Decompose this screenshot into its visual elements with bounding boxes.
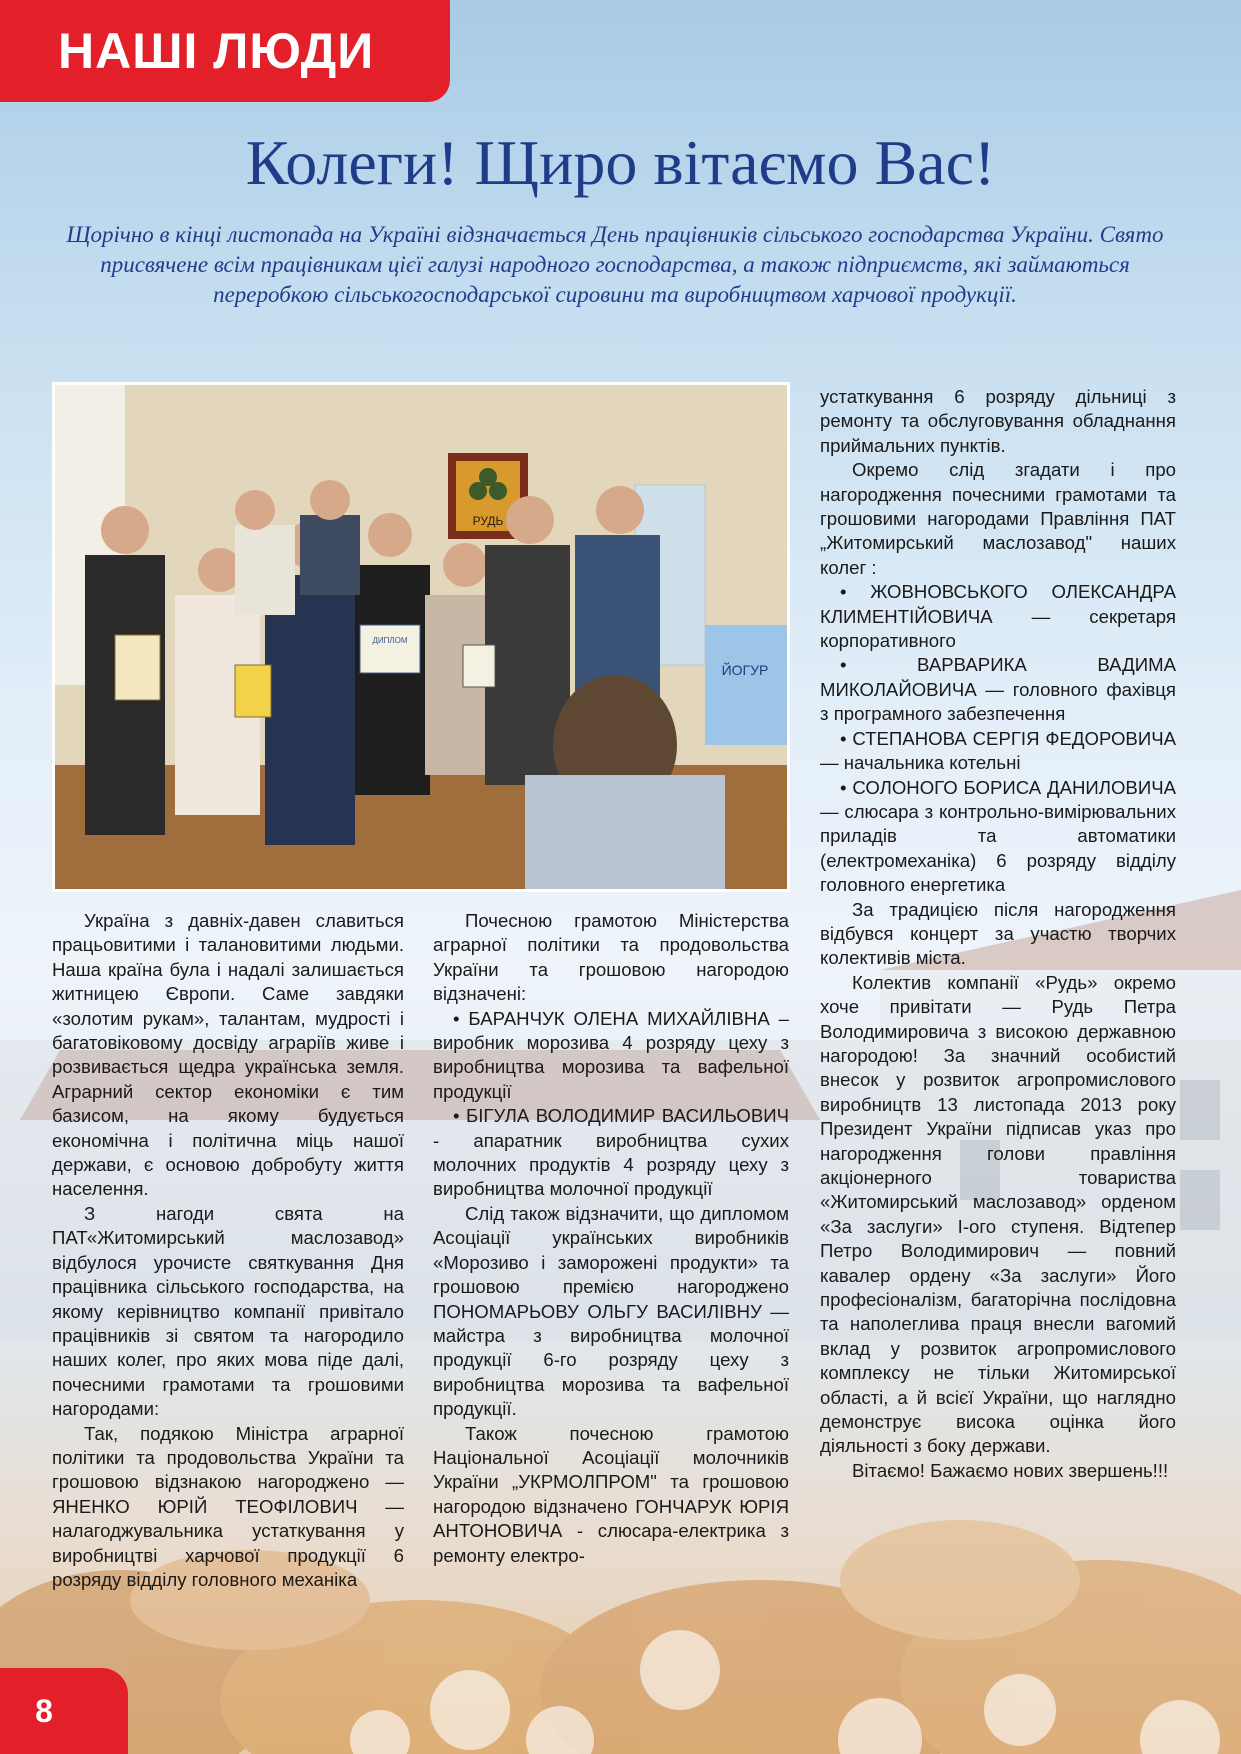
- article-column-2: [433, 909, 789, 1568]
- paragraph: З нагоди свята на ПАТ«Житомирський маслозавод» відбулося урочисте святкування Дня працівника сільського господарства, на якому керівництво компанії привітало працівників зі святом та нагородило наших колег, про яких мова піде далі, почесними грамотами та грошовими нагородами:: [52, 1202, 404, 1420]
- award-list-item: • СТЕПАНОВА СЕРГІЯ ФЕДОРОВИЧА — начальника котельні: [820, 727, 1176, 774]
- photo-logo-text: РУДЬ: [472, 514, 504, 528]
- award-list-item: • БАРАНЧУК ОЛЕНА МИХАЙЛІВНА – виробник морозива 4 розряду цеху з виробництва морозива та вафельної продукції: [433, 1007, 789, 1102]
- award-list-item: • СОЛОНОГО БОРИСА ДАНИЛОВИЧА — слюсара з контрольно-вимірювальних приладів та автоматики (електромеханіка) 6 розряду відділу головного енергетика: [820, 776, 1176, 896]
- paragraph: Вітаємо! Бажаємо нових звершень!!!: [852, 1459, 1169, 1481]
- lead-paragraph: Щорічно в кінці листопада на Україні відзначається День працівників сільського господарства України. Свято присвячене всім працівникам цієї галузі народного господарства, а також підприємств, які займаються переробкою сільськогосподарської сировини та виробництвом харчової продукції.: [66, 222, 1164, 307]
- paragraph: устаткування 6 розряду дільниці з ремонту та обслуговування обладнання приймальних пунктів.: [820, 386, 1176, 456]
- group-photo-illustration: [55, 385, 787, 889]
- paragraph: Також почесною грамотою Національної Асоціації молочників України „УКРМОЛПРОМ" та грошовою нагородою відзначено ГОНЧАРУК ЮРІЯ АНТОНОВИЧА - слюсара-електрика з ремонту електро-: [433, 1422, 789, 1566]
- page-number: 8: [0, 1668, 128, 1754]
- paragraph: За традицією після нагородження відбувся концерт за участю творчих колективів міста.: [820, 898, 1176, 969]
- group-photo: [52, 382, 790, 892]
- award-list-item: • БІГУЛА ВОЛОДИМИР ВАСИЛЬОВИЧ - апаратник виробництва сухих молочних продуктів 4 розряду цеху з виробництва молочної продукції: [433, 1105, 789, 1200]
- photo-certificate-text: ДИПЛОМ: [372, 636, 408, 645]
- award-list-item: • ЖОВНОВСЬКОГО ОЛЕКСАНДРА КЛИМЕНТІЙОВИЧА — секретаря корпоративного: [820, 581, 1176, 652]
- paragraph: Україна з давніх-давен славиться працьовитими і талановитими людьми. Наша країна була і надалі залишається житницею Європи. Саме завдяки «золотим рукам», талантам, мудрості і багатовіковому досвіду аграріїв живе і розвивається щедра українська земля. Аграрний сектор економіки є тим базисом, на якому будується економічна і політична міць нашої держави, є основою добробуту життя населення.: [52, 910, 404, 1200]
- paragraph: Окремо слід згадати і про нагородження почесними грамотами та грошовими нагородами Правління ПАТ „Житомирський маслозавод" наших колег :: [820, 459, 1176, 578]
- paragraph: Почесною грамотою Міністерства аграрної політики та продовольства України та грошовою нагородою відзначені:: [433, 910, 789, 1005]
- award-list-item: • ВАРВАРИКА ВАДИМА МИКОЛАЙОВИЧА — головного фахівця з програмного забезпечення: [820, 654, 1176, 725]
- paragraph: Колектив компанії «Рудь» окремо хоче привітати — Рудь Петра Володимировича з високою державною нагородою! За значний особистий внесок у розвиток агропромислового виробництв 13 листопада 2013 року Президент України підписав указ про нагородження голови правління акціонерного товариства «Житомирський маслозавод» орденом «За заслуги» I-ого ступеня. Відтепер Петро Володимирович — повний кавалер ордену «За заслуги» Його професіоналізм, багаторічна послідовна та наполеглива праця внесли вагомий вклад у розвиток агропромислового комплексу не тільки Житомирської області, а й всієї України, що наглядно демонструє висока оцінка його діяльності з боку держави.: [820, 971, 1176, 1457]
- paragraph: Слід також відзначити, що дипломом Асоціації українських виробників «Морозиво і заморожені продукти» та грошовою премією нагороджено ПОНОМАРЬОВУ ОЛЬГУ ВАСИЛІВНУ — майстра з виробництва молочної продукції 6-го розряду цеху з виробництва морозива та вафельної продукції.: [433, 1202, 789, 1420]
- photo-banner-text: ЙОГУР: [721, 662, 769, 678]
- article-column-1: [52, 909, 404, 1592]
- section-label: НАШІ ЛЮДИ: [0, 0, 450, 102]
- paragraph: Так, подякою Міністра аграрної політики та продовольства України та грошовою відзнакою нагороджено — ЯНЕНКО ЮРІЙ ТЕОФІЛОВИЧ — налагоджувальника устаткування у виробництві харчової продукції 6 розряду відділу головного механіка: [52, 1422, 404, 1590]
- article-column-3: [820, 385, 1176, 1483]
- page-title: Колеги! Щиро вітаємо Вас!: [245, 127, 996, 198]
